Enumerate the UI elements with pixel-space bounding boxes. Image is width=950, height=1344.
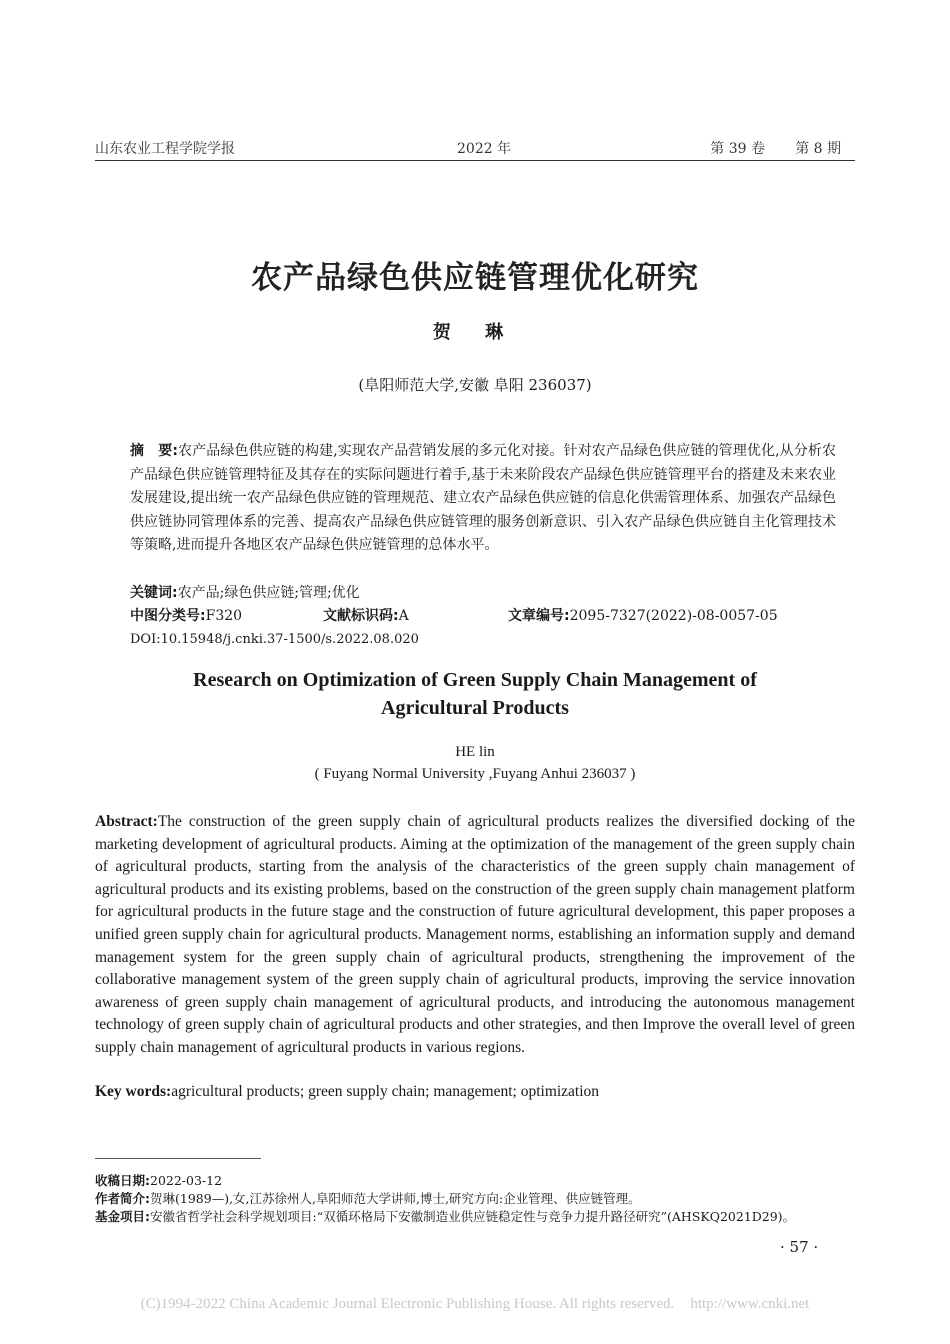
cnki-footer xyxy=(0,1296,950,1313)
fund-value: 安徽省哲学社会科学规划项目:“双循环格局下安徽制造业供应链稳定性与竞争力提升路径研究”(AHSKQ2021D29)。 xyxy=(150,1209,796,1224)
english-abstract-label: Abstract: xyxy=(95,813,158,830)
chinese-abstract-text: 农产品绿色供应链的构建,实现农产品营销发展的多元化对接。针对农产品绿色供应链的管理优化,从分析农产品绿色供应链管理特征及其存在的实际问题进行着手,基于未来阶段农产品绿色供应链管理平台的搭建及未来农业发展建设,提出统一农产品绿色供应链的管理规范、建立农产品绿色供应链的信息化供需管理体系、加强农产品绿色供应链协同管理体系的完善、提高农产品绿色供应链管理的服务创新意识、引入农产品绿色供应链自主化管理技术等策略,进而提升各地区农产品绿色供应链管理的总体水平。 xyxy=(130,443,836,553)
received-label: 收稿日期: xyxy=(95,1173,150,1188)
english-keywords xyxy=(95,1081,855,1103)
english-title-line-2: Agricultural Products xyxy=(381,697,569,719)
doi: DOI:10.15948/j.cnki.37-1500/s.2022.08.020 xyxy=(130,632,419,647)
chinese-keywords-label: 关键词: xyxy=(130,585,178,601)
english-title-line-1: Research on Optimization of Green Supply Chain Management of xyxy=(193,669,757,691)
chinese-keywords xyxy=(130,582,836,604)
article-number-value: 2095-7327(2022)-08-0057-05 xyxy=(569,608,778,624)
clc-number xyxy=(130,605,242,627)
english-title xyxy=(95,666,855,722)
article-number-label: 文章编号: xyxy=(508,608,570,624)
footnote-divider xyxy=(95,1158,261,1159)
footnote-received xyxy=(95,1172,865,1190)
english-keywords-label: Key words: xyxy=(95,1083,172,1100)
cnki-copyright: (C)1994-2022 China Academic Journal Electronic Publishing House. All rights reserved. xyxy=(140,1296,675,1312)
chinese-abstract xyxy=(130,440,836,558)
page-number: · 57 · xyxy=(780,1238,819,1256)
author-name: 贺 琳 xyxy=(432,322,518,343)
running-header xyxy=(95,138,855,160)
paper-title: 农产品绿色供应链管理优化研究 xyxy=(251,260,699,296)
clc-label: 中图分类号: xyxy=(130,608,206,624)
english-abstract xyxy=(95,811,855,1060)
author-affiliation: (阜阳师范大学,安徽 阜阳 236037) xyxy=(358,376,592,394)
bio-value: 贺琳(1989—),女,江苏徐州人,阜阳师范大学讲师,博士,研究方向:企业管理、供应链管理。 xyxy=(150,1191,641,1206)
journal-year: 2022 年 xyxy=(457,141,512,157)
journal-name: 山东农业工程学院学报 xyxy=(95,141,235,157)
bio-label: 作者简介: xyxy=(95,1191,150,1206)
english-author: HE lin xyxy=(455,744,495,760)
document-code xyxy=(323,605,409,627)
classification-row xyxy=(130,605,836,627)
received-value: 2022-03-12 xyxy=(150,1173,223,1188)
chinese-keywords-text: 农产品;绿色供应链;管理;优化 xyxy=(177,585,360,601)
english-keywords-text: agricultural products; green supply chain; management; optimization xyxy=(171,1083,600,1100)
clc-value: F320 xyxy=(205,608,243,624)
english-affiliation: ( Fuyang Normal University ,Fuyang Anhui 236037 ) xyxy=(314,766,636,782)
doc-code-value: A xyxy=(398,608,409,624)
footnote-funding xyxy=(95,1208,865,1226)
header-divider xyxy=(95,160,855,161)
fund-label: 基金项目: xyxy=(95,1209,150,1224)
doc-code-label: 文献标识码: xyxy=(323,608,399,624)
chinese-abstract-label: 摘 要: xyxy=(130,443,178,459)
journal-issue: 第 8 期 xyxy=(795,141,841,157)
english-abstract-text: The construction of the green supply chain of agricultural products realizes the diversified docking of the marketing development of agricultural products. Aiming at the optimization of the management of the green supply chain of agricultural products, starting from the analysis of the characteristics of the green supply chain management of agricultural products and its existing problems, based on the construction of the green supply chain management platform for agricultural products in the future stage and the construction of future agricultural development, this paper proposes a unified green supply chain for agricultural products. Management norms, establishing an information supply and demand management system for the green supply chain of agricultural products, strengthening the improvement of the collaborative management system of the green supply chain of agricultural products, improving the service innovation awareness of green supply chain management of agricultural products, and introducing the autonomous management technology of green supply chain of agricultural products and other strategies, and then Improve the overall level of green supply chain management of agricultural products in various regions. xyxy=(95,813,855,1056)
footnote-author-bio xyxy=(95,1190,865,1208)
cnki-url[interactable]: http://www.cnki.net xyxy=(690,1296,810,1312)
article-number xyxy=(508,605,778,627)
journal-volume: 第 39 卷 xyxy=(710,141,765,157)
